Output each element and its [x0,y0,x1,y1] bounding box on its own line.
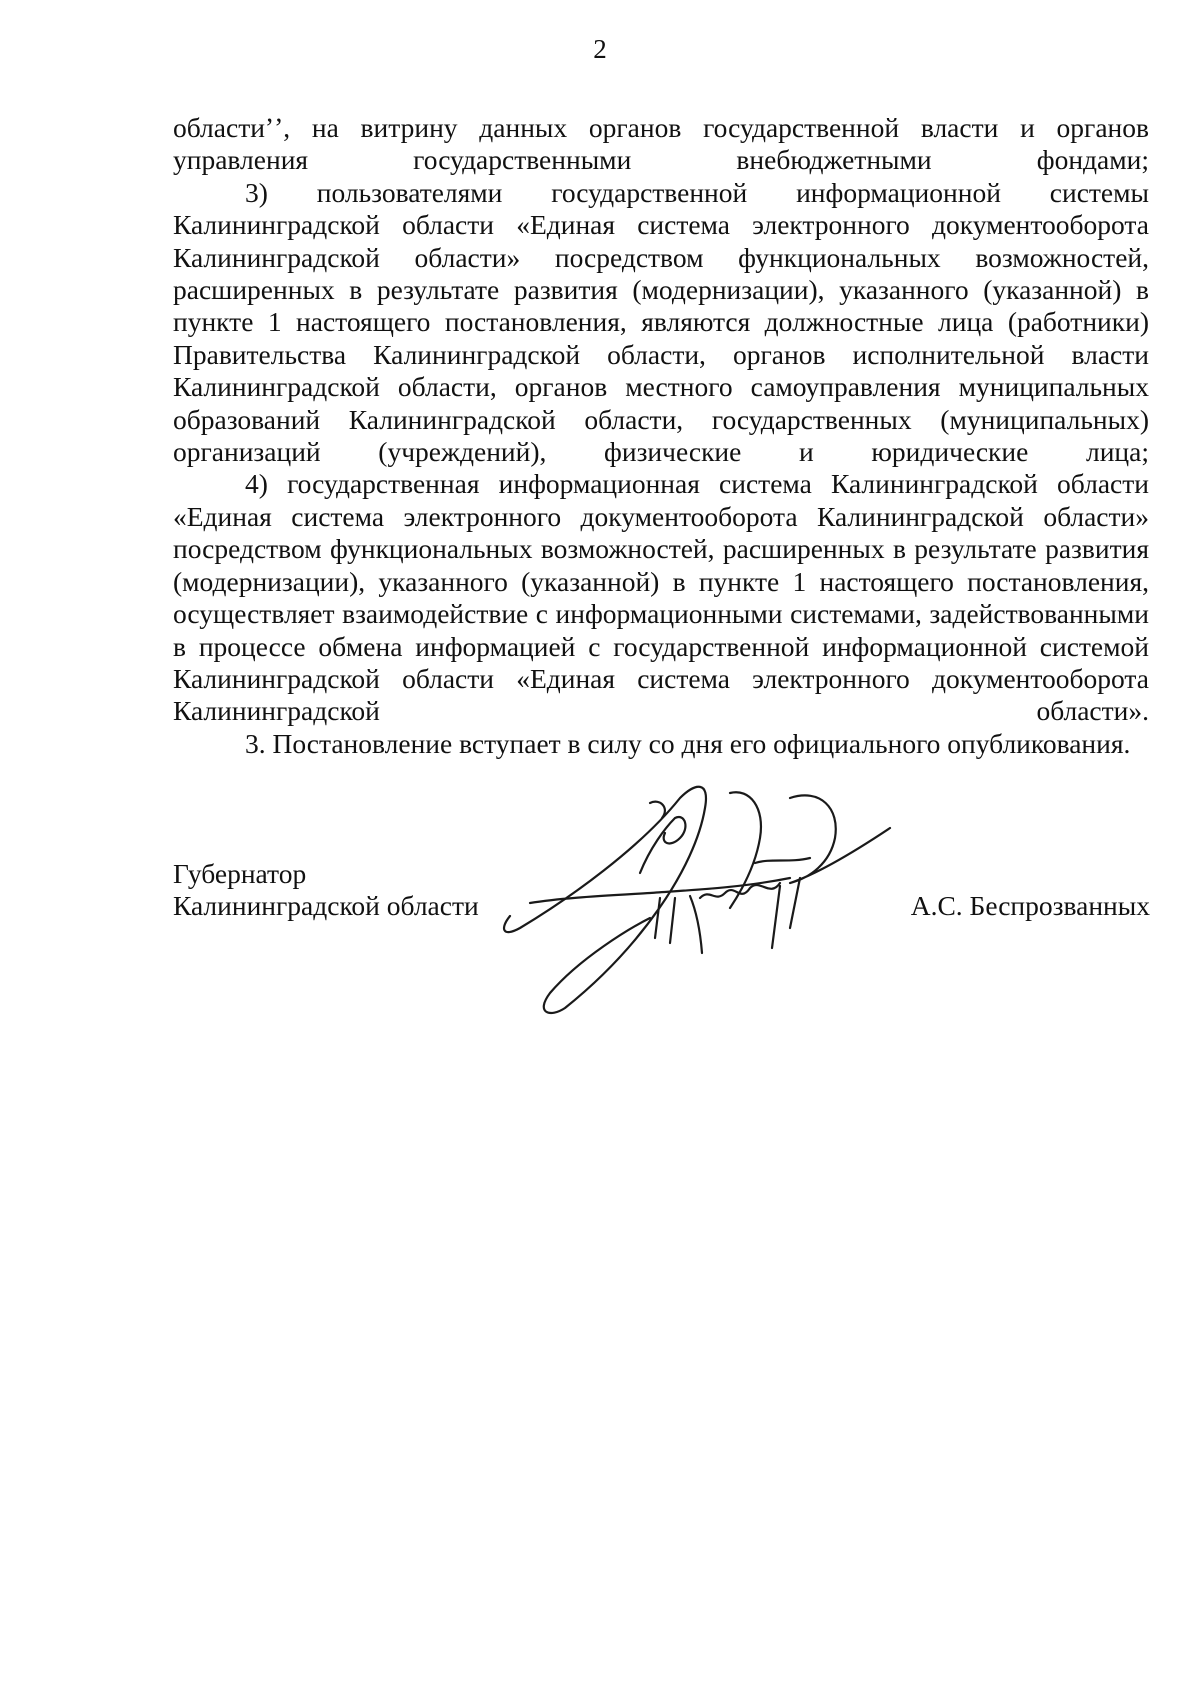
page-number: 2 [593,34,607,64]
handwritten-signature [490,778,930,1018]
paragraph-item-4: 4) государственная информационная система Калининградской области «Единая система электронного документооборота Калининградской области» посредством функциональных возможностей, расширенных в результате развития (модернизации), указанного (указанной) в пункте 1 настоящего постановления, осуществляет взаимодействие с информационными системами, задействованными в процессе обмена информацией с государственной информационной системой Калининградской области «Единая система электронного документооборота Калининградской области». [173,468,1149,727]
signatory-position-line1: Губернатор [173,858,307,889]
signatory-position [173,858,479,922]
paragraph-effective-date: 3. Постановление вступает в силу со дня его официального опубликования. [245,727,1131,759]
paragraph-item-3: 3) пользователями государственной информационной системы Калининградской области «Единая система электронного документооборота Калининградской области» посредством функциональных возможностей, расширенных в результате развития (модернизации), указанного (указанной) в пункте 1 настоящего постановления, являются должностные лица (работники) Правительства Калининградской области, органов исполнительной власти Калининградской области, органов местного самоуправления муниципальных образований Калининградской области, государственных (муниципальных) организаций (учреждений), физические и юридические лица; [173,176,1149,468]
signatory-name: А.С. Беспрозванных [910,890,1150,921]
document-body [173,112,1149,760]
paragraph-continuation: областиʼʼ, на витрину данных органов государственной власти и органов управления государственными внебюджетными фондами; [173,112,1149,176]
signatory-position-line2: Калининградской области [173,890,479,921]
